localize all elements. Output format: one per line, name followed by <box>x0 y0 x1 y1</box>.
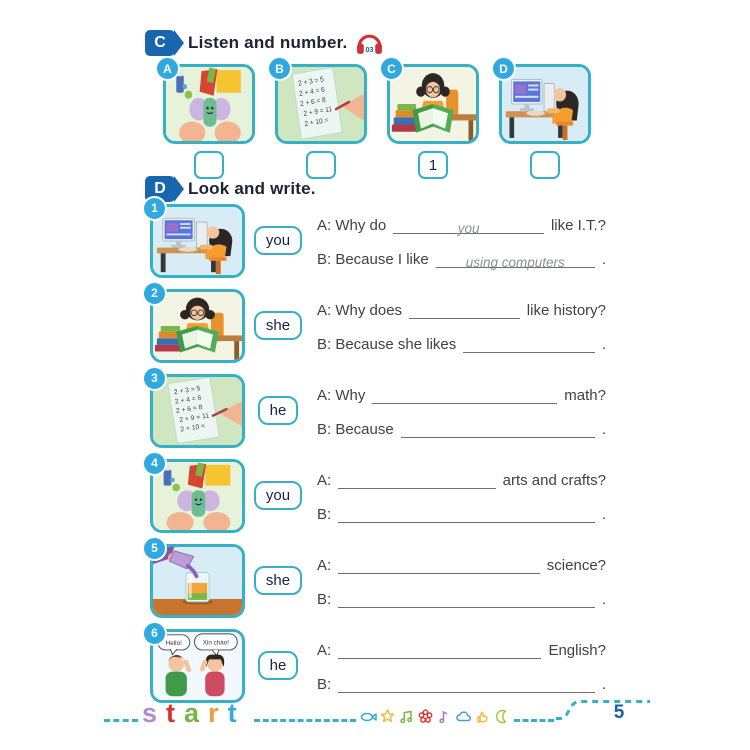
card-label: C <box>379 56 404 81</box>
handwritten-answer: using computers <box>465 254 565 270</box>
answer-blank <box>338 589 595 608</box>
listen-card-a <box>163 61 255 179</box>
item-number-badge: 1 <box>142 196 167 221</box>
star-icon <box>379 708 396 725</box>
item-number-badge: 2 <box>142 281 167 306</box>
listen-cards-row <box>163 61 591 179</box>
line-prefix: A: Why <box>317 386 366 404</box>
listen-card-d <box>499 61 591 179</box>
card-label: B <box>267 56 292 81</box>
line-suffix: arts and crafts? <box>502 471 606 489</box>
exercise-item-4 <box>150 453 606 538</box>
item-number-badge: 6 <box>142 621 167 646</box>
pronoun-box: you <box>254 226 302 255</box>
line-prefix: B: <box>317 590 332 608</box>
item-number-badge: 3 <box>142 366 167 391</box>
line-prefix: A: Why do <box>317 216 387 234</box>
fish-icon <box>360 708 377 725</box>
start-letter: t <box>227 698 246 728</box>
question-line-a <box>317 554 606 574</box>
item-illustration <box>150 286 245 363</box>
footer-dash-line <box>104 719 138 722</box>
answer-blank <box>436 249 595 268</box>
headphones-icon <box>356 32 383 55</box>
pronoun-box: he <box>258 396 299 425</box>
card-label: D <box>491 56 516 81</box>
line-suffix: . <box>601 505 606 523</box>
pronoun-box: she <box>254 566 302 595</box>
section-c-title: Listen and number. <box>188 33 348 52</box>
line-suffix: English? <box>548 641 606 659</box>
exercise-item-3 <box>150 368 606 453</box>
line-suffix: . <box>601 420 606 438</box>
footer-dash-line <box>514 719 554 722</box>
line-suffix: . <box>601 250 606 268</box>
answer-blank <box>338 555 540 574</box>
listen-card-b <box>275 61 367 179</box>
question-line-b <box>317 418 606 438</box>
exercise-item-5 <box>150 538 606 623</box>
answer-box <box>194 151 224 179</box>
line-prefix: A: <box>317 641 332 659</box>
section-c-badge: C <box>145 30 175 56</box>
line-prefix: A: <box>317 556 332 574</box>
exercise-item-2 <box>150 283 606 368</box>
audio-track-number: 03 <box>365 44 375 54</box>
section-d-badge: D <box>145 176 175 202</box>
crescent-icon <box>493 708 510 725</box>
answer-blank <box>463 334 595 353</box>
pronoun-box: you <box>254 481 302 510</box>
section-c-header <box>145 30 383 56</box>
answer-blank <box>393 215 544 234</box>
answer-box <box>306 151 336 179</box>
answer-blank <box>372 385 557 404</box>
exercise-item-1 <box>150 198 606 283</box>
start-wordmark <box>142 698 246 729</box>
question-line-b <box>317 333 606 353</box>
line-prefix: B: Because she likes <box>317 335 457 353</box>
exercise-item-6 <box>150 623 606 708</box>
line-prefix: B: Because <box>317 420 394 438</box>
question-line-a <box>317 214 606 234</box>
pronoun-box: she <box>254 311 302 340</box>
question-line-a <box>317 384 606 404</box>
answer-blank <box>338 504 595 523</box>
question-line-b <box>317 588 606 608</box>
line-suffix: like history? <box>526 301 606 319</box>
line-suffix: . <box>601 590 606 608</box>
item-illustration <box>150 371 245 448</box>
start-letter: t <box>166 698 185 728</box>
line-suffix: . <box>601 675 606 693</box>
write-items <box>150 198 606 708</box>
line-suffix: math? <box>564 386 606 404</box>
pronoun-box: he <box>258 651 299 680</box>
answer-box <box>530 151 560 179</box>
question-line-a <box>317 299 606 319</box>
question-line-b <box>317 673 606 693</box>
answer-blank <box>338 640 541 659</box>
start-letter: a <box>184 698 209 728</box>
answer-blank <box>401 419 595 438</box>
question-line-b <box>317 248 606 268</box>
card-label: A <box>155 56 180 81</box>
handwritten-answer: you <box>457 220 480 236</box>
footer-icon-strip <box>360 708 510 725</box>
answer-blank <box>409 300 520 319</box>
answer-blank <box>338 470 495 489</box>
item-illustration <box>150 456 245 533</box>
line-suffix: science? <box>546 556 606 574</box>
line-prefix: B: <box>317 505 332 523</box>
line-prefix: B: <box>317 675 332 693</box>
line-prefix: A: Why does <box>317 301 403 319</box>
answer-box: 1 <box>418 151 448 179</box>
question-line-a <box>317 469 606 489</box>
section-d-title: Look and write. <box>188 179 316 198</box>
page-number: 5 <box>613 702 625 723</box>
listen-card-c <box>387 61 479 179</box>
item-number-badge: 4 <box>142 451 167 476</box>
music-note-icon <box>398 708 415 725</box>
start-letter: s <box>142 698 167 728</box>
audio-track-indicator <box>356 32 383 55</box>
page-corner-dash-curve <box>556 694 652 724</box>
line-prefix: B: Because I like <box>317 250 429 268</box>
footer-dash-line <box>254 719 356 722</box>
item-number-badge: 5 <box>142 536 167 561</box>
flower-icon <box>417 708 434 725</box>
line-suffix: like I.T.? <box>550 216 606 234</box>
item-illustration <box>150 541 245 618</box>
thumbs-up-icon <box>474 708 491 725</box>
start-letter: r <box>208 698 228 728</box>
item-illustration <box>150 626 245 703</box>
item-illustration <box>150 201 245 278</box>
line-suffix: . <box>601 335 606 353</box>
eighth-note-icon <box>436 708 453 725</box>
question-line-b <box>317 503 606 523</box>
question-line-a <box>317 639 606 659</box>
answer-blank <box>338 674 595 693</box>
cloud-icon <box>455 708 472 725</box>
line-prefix: A: <box>317 471 332 489</box>
